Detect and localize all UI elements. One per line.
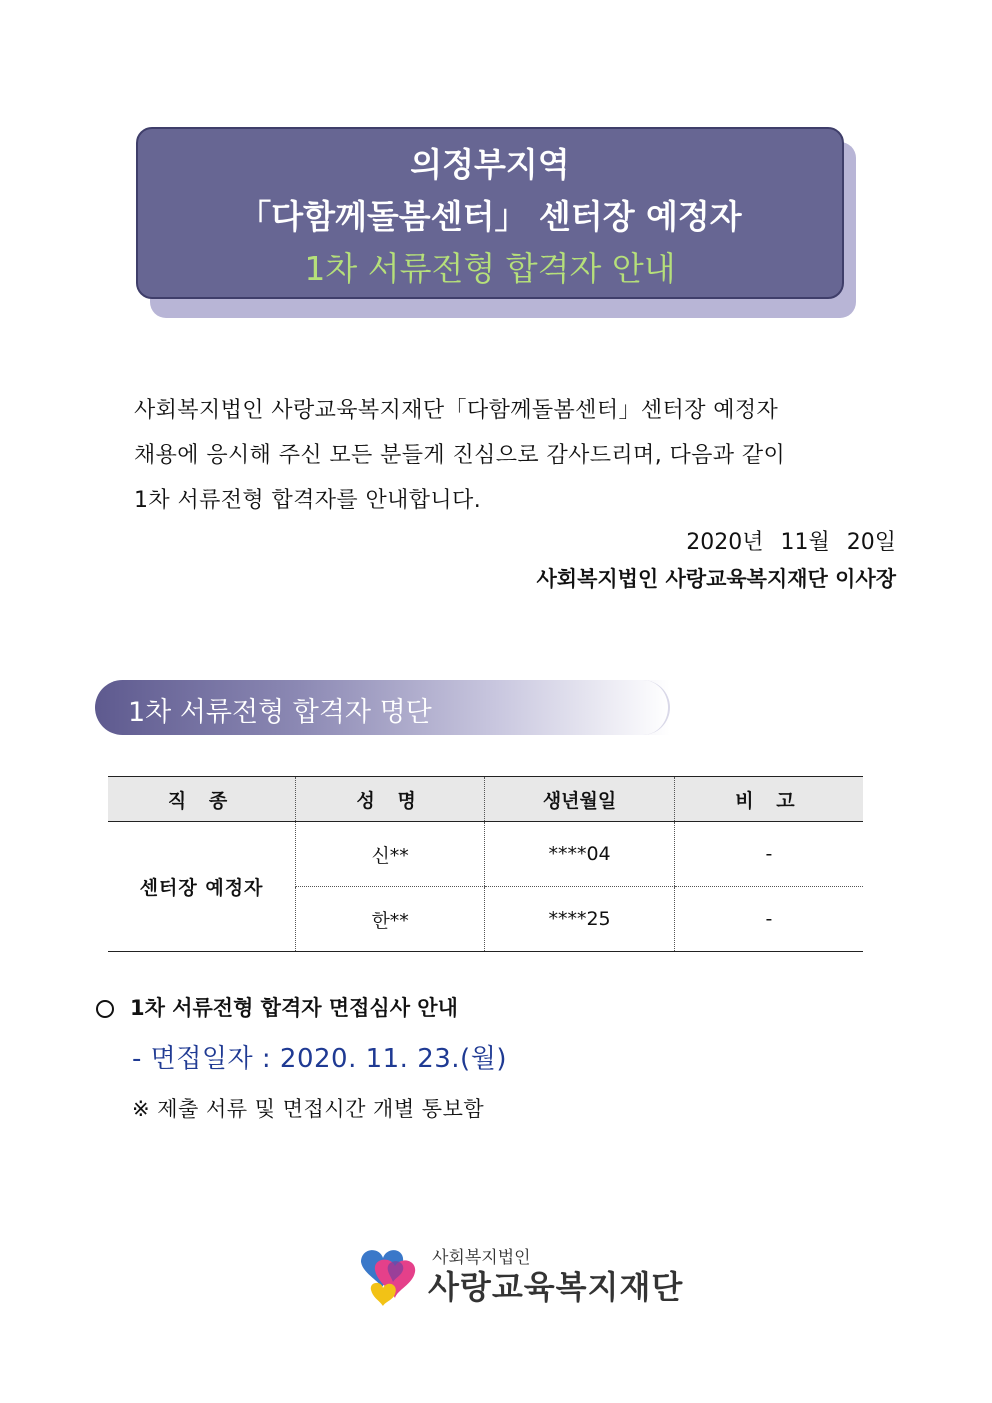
header-birth: 생년월일 <box>485 777 675 822</box>
signer: 사회복지법인 사랑교육복지재단 이사장 <box>536 567 896 591</box>
interview-notice-heading-text: 1차 서류전형 합격자 면접심사 안내 <box>130 996 458 1020</box>
interview-note: ※ 제출 서류 및 면접시간 개별 통보함 <box>132 1097 485 1121</box>
birth-cell: ****04 <box>485 822 675 887</box>
section-banner-cap <box>606 680 670 735</box>
circle-bullet-icon <box>96 1000 114 1018</box>
interview-date: - 면접일자 : 2020. 11. 23.(월) <box>132 1044 507 1074</box>
results-table <box>108 776 863 952</box>
note-cell: - <box>674 887 863 952</box>
section-title: 1차 서류전형 합격자 명단 <box>128 697 432 728</box>
logo-name: 사랑교육복지재단 <box>428 1268 684 1306</box>
title-box <box>136 127 844 299</box>
position-cell: 센터장 예정자 <box>108 822 296 952</box>
interview-notice-heading <box>96 992 458 1022</box>
logo-subtitle: 사회복지법인 <box>432 1248 531 1268</box>
notice-date-text: 2020년 11월 20일 <box>686 530 896 555</box>
name-cell: 한** <box>296 887 485 952</box>
title-line-2: 「다함께돌봄센터」 센터장 예정자 <box>238 197 742 236</box>
title-line-3: 1차 서류전형 합격자 안내 <box>304 249 676 288</box>
name-cell: 신** <box>296 822 485 887</box>
table-header-row <box>108 777 863 822</box>
birth-cell: ****25 <box>485 887 675 952</box>
note-cell: - <box>674 822 863 887</box>
intro-line-3: 1차 서류전형 합격자를 안내합니다. <box>134 488 482 513</box>
title-line-1: 의정부지역 <box>410 145 570 184</box>
header-note: 비 고 <box>674 777 863 822</box>
header-position: 직 종 <box>108 777 296 822</box>
header-name: 성 명 <box>296 777 485 822</box>
intro-line-2: 채용에 응시해 주신 모든 분들게 진심으로 감사드리며, 다음과 같이 <box>134 443 786 468</box>
table-row <box>108 822 863 887</box>
foundation-logo-icon <box>355 1242 421 1308</box>
intro-line-1: 사회복지법인 사랑교육복지재단「다함께돌봄센터」센터장 예정자 <box>134 398 779 423</box>
intro-paragraph <box>134 388 874 523</box>
